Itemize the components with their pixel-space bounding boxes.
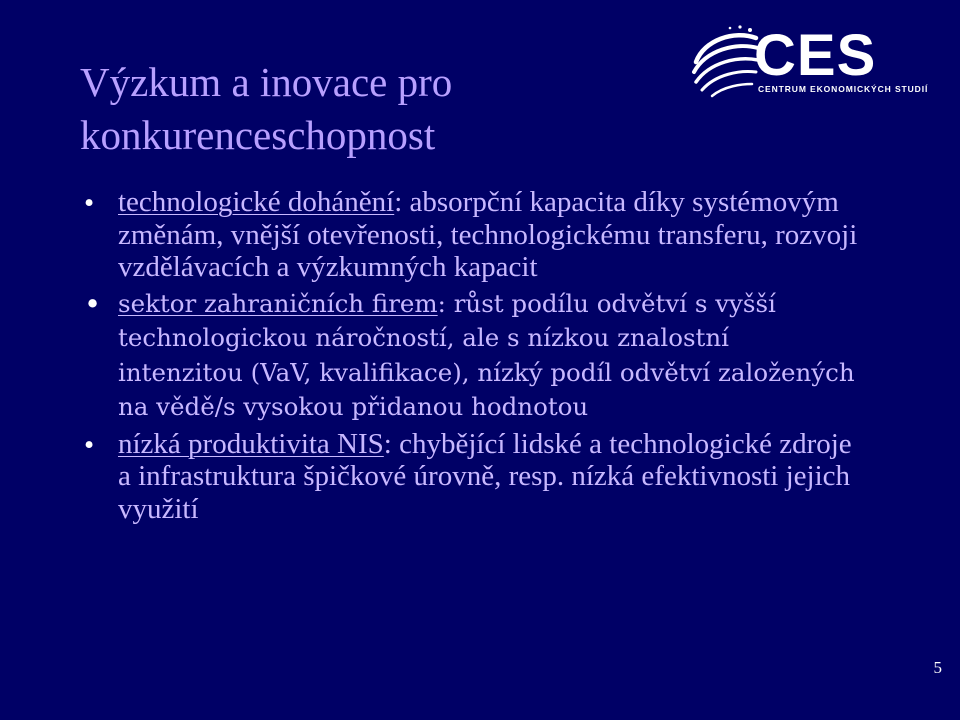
bullet-item-2 bbox=[80, 287, 860, 425]
globe-swoosh-icon bbox=[690, 22, 762, 100]
bullet-text: : růst podílu odvětví s vyšší technologickou náročností, ale s nízkou znalostní intenzitou (VaV, kvalifikace), nízký podíl odvětví založených na vědě/s vysokou přidanou hodnotou bbox=[118, 288, 855, 421]
bullet-term: nízká produktivita NIS bbox=[118, 427, 384, 460]
bullet-dot-icon: • bbox=[84, 187, 95, 219]
bullet-item-1 bbox=[80, 186, 860, 284]
bullet-term: technologické dohánění bbox=[118, 186, 395, 218]
bullet-text: : chybějící lidské a technologické zdroje a infrastruktura špičkové úrovně, resp. nízká efektivnosti jejich využití bbox=[118, 427, 852, 525]
bullet-term: sektor zahraničních firem bbox=[118, 288, 438, 318]
bullet-dot-icon: • bbox=[84, 286, 102, 321]
slide-title: Výzkum a inovace pro konkurenceschopnost bbox=[80, 59, 453, 158]
ces-logo bbox=[688, 22, 929, 108]
page-number: 5 bbox=[933, 658, 942, 677]
bullet-dot-icon: • bbox=[84, 428, 95, 461]
logo-wordmark: CES bbox=[754, 23, 877, 88]
logo-subtitle: CENTRUM EKONOMICKÝCH STUDIÍ bbox=[758, 84, 929, 94]
bullet-item-3 bbox=[80, 428, 860, 526]
bullet-list bbox=[80, 186, 860, 528]
bullet-text: : absorpční kapacita díky systémovým změnám, vnější otevřenosti, technologickému transferu, rozvoji vzdělávacích a výzkumných kapacit bbox=[118, 186, 858, 283]
